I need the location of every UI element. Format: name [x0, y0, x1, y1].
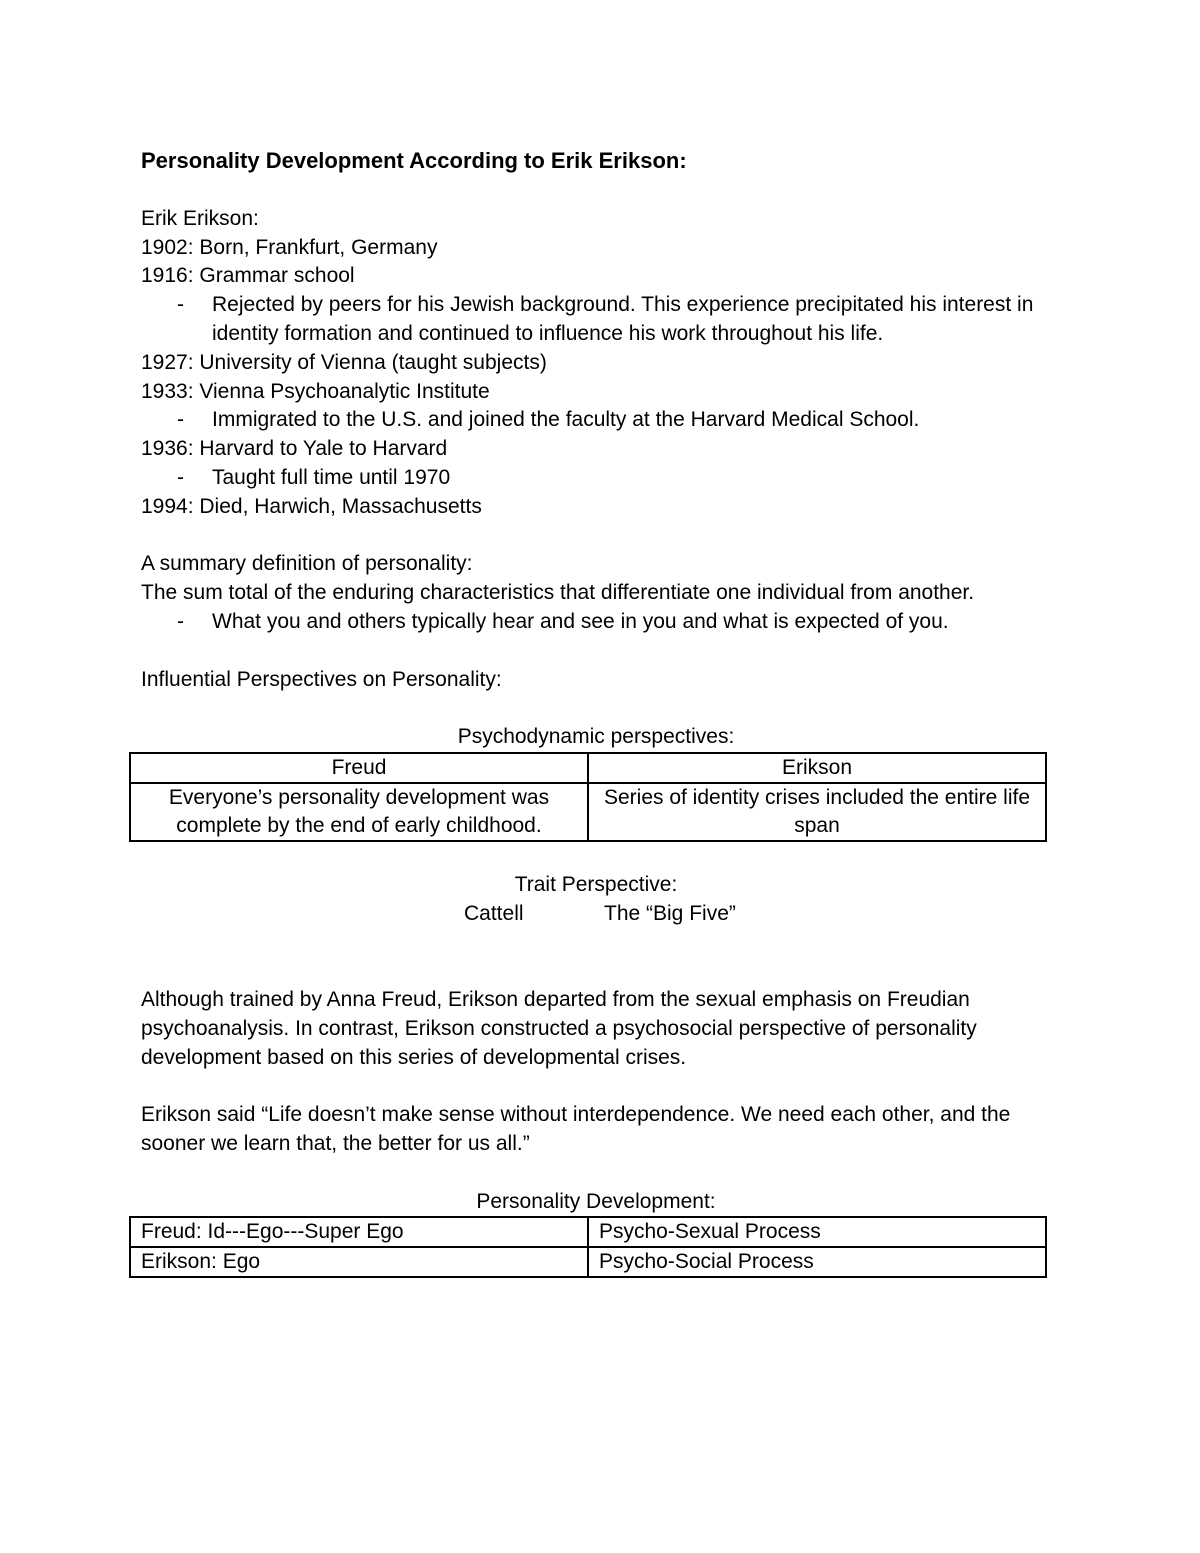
definition-bullet — [141, 608, 1051, 637]
bio-entry: 1994: Died, Harwich, Massachusetts — [141, 494, 482, 518]
spacer — [141, 637, 1051, 666]
spacer — [141, 522, 1051, 551]
table-header-cell: Erikson — [588, 753, 1046, 783]
table-header-row — [130, 753, 1046, 783]
psychodynamic-caption: Psychodynamic perspectives: — [457, 725, 735, 749]
dash-bullet-icon: - — [177, 408, 184, 432]
perspectives-heading: Influential Perspectives on Personality: — [141, 667, 502, 691]
document-page — [141, 145, 1051, 1278]
table-cell: Everyone’s personality development was complete by the end of early childhood. — [130, 783, 588, 841]
spacer — [141, 176, 1051, 205]
spacer — [141, 842, 1051, 871]
definition-text: The sum total of the enduring characteristics that differentiate one individual from another. — [141, 581, 975, 605]
page-title: Personality Development According to Erik Erikson: — [141, 148, 687, 173]
trait-caption: Trait Perspective: — [514, 872, 678, 896]
spacer — [141, 1072, 1051, 1101]
bio-bullet-text: Rejected by peers for his Jewish background. This experience precipitated his interest in identity formation and continued to influence his work throughout his life. — [212, 293, 1034, 345]
table-header-cell: Freud — [130, 753, 588, 783]
development-caption: Personality Development: — [476, 1189, 716, 1213]
bio-bullet-text: Taught full time until 1970 — [212, 465, 451, 489]
paragraph-anna-freud: Although trained by Anna Freud, Erikson departed from the sexual emphasis on Freudian psychoanalysis. In contrast, Erikson constructed a psychosocial perspective of personality development based on this series of developmental crises. — [141, 987, 977, 1069]
spacer — [141, 1159, 1051, 1188]
bio-bullet — [141, 464, 1051, 493]
dash-bullet-icon: - — [177, 465, 184, 489]
table-cell: Series of identity crises included the entire life span — [588, 783, 1046, 841]
bio-entry: 1902: Born, Frankfurt, Germany — [141, 235, 438, 259]
table-cell: Psycho-Social Process — [588, 1247, 1046, 1277]
bio-entry: 1916: Grammar school — [141, 264, 355, 288]
bio-entry: 1933: Vienna Psychoanalytic Institute — [141, 379, 490, 403]
psychodynamic-table — [129, 752, 1047, 842]
bio-bullet-text: Immigrated to the U.S. and joined the faculty at the Harvard Medical School. — [212, 408, 920, 432]
spacer — [141, 928, 1051, 957]
bio-heading: Erik Erikson: — [141, 206, 259, 230]
trait-right: The “Big Five” — [604, 901, 736, 925]
bio-bullet — [141, 291, 1051, 349]
spacer — [141, 694, 1051, 723]
dash-bullet-icon: - — [177, 609, 184, 633]
table-cell: Erikson: Ego — [130, 1247, 588, 1277]
bio-entry: 1927: University of Vienna (taught subjects) — [141, 350, 547, 374]
table-row — [130, 1217, 1046, 1247]
table-cell: Freud: Id---Ego---Super Ego — [130, 1217, 588, 1247]
spacer — [141, 957, 1051, 986]
definition-bullet-text: What you and others typically hear and see in you and what is expected of you. — [212, 609, 949, 633]
trait-left: Cattell — [464, 901, 524, 925]
definition-heading: A summary definition of personality: — [141, 552, 473, 576]
table-row — [130, 783, 1046, 841]
trait-row — [141, 900, 1051, 929]
bio-bullet — [141, 406, 1051, 435]
dash-bullet-icon: - — [177, 293, 184, 317]
table-cell: Psycho-Sexual Process — [588, 1217, 1046, 1247]
bio-entry: 1936: Harvard to Yale to Harvard — [141, 437, 448, 461]
table-row — [130, 1247, 1046, 1277]
development-table — [129, 1216, 1047, 1278]
paragraph-quote: Erikson said “Life doesn’t make sense without interdependence. We need each other, and the sooner we learn that, the better for us all.” — [141, 1103, 1011, 1155]
